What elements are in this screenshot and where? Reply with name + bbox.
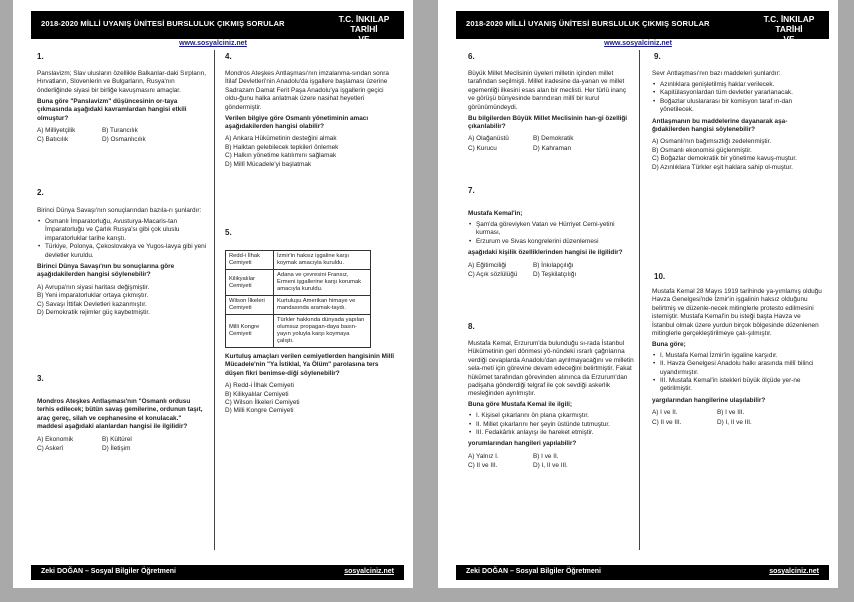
option-a[interactable]: A) Osmanlı'nın bağımsızlığı zedelenmiştir. <box>652 138 772 146</box>
option-c[interactable]: C) Askerî <box>37 445 64 453</box>
option-d[interactable]: D) Osmanlıcılık <box>102 136 146 144</box>
question-number: 3. <box>37 374 44 383</box>
table-row: Redd-i İlhak Cemiyeti İzmir'in haksız işgaline karşı koymak amacıyla kuruldu. <box>226 251 371 270</box>
question-stem: yorumlarından hangileri yapılabilir? <box>468 440 577 448</box>
question-text: Panslavizm; Slav ulusların özellikle Balkanlar-daki Sırpların, Hırvatların, Slovenlerin ve Bulgarların, Rusya'nın önderliğinde siyasi bir birliğe kavuşmasını amaçlar. <box>37 70 207 94</box>
table-row: Kilikyalılar Cemiyeti Adana ve çevresini Fransız, Ermeni işgallerine karşı korumak amacıyla kuruldu. <box>226 270 371 296</box>
header-title: 2018-2020 MİLLİ UYANIŞ ÜNİTESİ BURSLULUK ÇIKMIŞ SORULAR <box>41 19 285 28</box>
list-item: • Azınlıklara genişletilmiş haklar verilecek. <box>652 81 824 89</box>
option-c[interactable]: C) Wilson İlkeleri Cemiyeti <box>225 399 300 407</box>
answer-options <box>37 284 207 318</box>
answer-options <box>652 138 824 172</box>
website-link[interactable]: www.sosyalciniz.net <box>604 40 672 47</box>
question-3 <box>37 398 207 453</box>
option-a[interactable]: A) Milliyetçilik <box>37 126 76 134</box>
page-left <box>13 0 413 588</box>
list-item: • Erzurum ve Sivas kongrelerini düzenlemesi <box>468 238 634 246</box>
numbered-list <box>468 412 634 437</box>
question-text: Sevr Antlaşması'nın bazı maddeleri şunlardır: <box>652 70 781 77</box>
option-c[interactable]: C) Savaşı İttifak Devletleri kazanmıştır. <box>37 300 147 308</box>
question-8 <box>468 340 634 471</box>
answer-options <box>37 127 167 145</box>
footer-author: Zeki DOĞAN – Sosyal Bilgiler Öğretmeni <box>466 568 601 575</box>
list-item: • I. Mustafa Kemal İzmir'in işgaline karşıdır. <box>652 352 824 360</box>
option-c[interactable]: C) II ve III. <box>468 462 498 470</box>
footer-website-link[interactable]: sosyalciniz.net <box>344 568 394 575</box>
question-stem: Bu bilgilerden Büyük Millet Meclisinin han-gi özelliği çıkarılabilir? <box>468 114 628 130</box>
question-number: 7. <box>468 186 475 195</box>
bullet-list <box>652 81 824 115</box>
option-d[interactable]: D) I, II ve III. <box>533 462 568 470</box>
table-row: Wilson İlkeleri Cemiyeti Kurtuluşu Amerikan himaye ve mandasında aramak-taydı. <box>226 296 371 315</box>
question-number: 5. <box>225 228 232 237</box>
question-number: 8. <box>468 322 475 331</box>
question-number: 4. <box>225 52 232 61</box>
option-b[interactable]: B) Turancılık <box>102 126 138 134</box>
list-item: • I. Kişisel çıkarlarını ön plana çıkarmıştır. <box>468 412 634 420</box>
option-a[interactable]: A) Olağanüstü <box>468 135 509 143</box>
question-text: Mondros Ateşkes Antlaşması'nın imzalanma-sından sonra İtilaf Devletleri'nin Anadolu'da işgallere başlaması üzerine Sadrazam Damat Ferit Paşa Anadolu'ya işgallerin geçici oldu-ğunu halka anlatmak üzere nasihat heyetleri göndermiştir. <box>225 70 389 111</box>
option-a[interactable]: A) Avrupa'nın siyasi haritası değişmiştir. <box>37 283 150 291</box>
question-text: Büyük Millet Meclisinin üyeleri milletin içinden millet tarafından seçilmişti. Millet iradesine da-yanan ve millet egemenliği ilkesini esas alan bir meclisti. Her türlü inanç ve görüşü bünyesinde barındıran millî bir kurul görünümündeydi. <box>468 70 627 111</box>
option-b[interactable]: B) Demokratik <box>533 135 574 143</box>
option-d[interactable]: D) Teşkilatçılığı <box>533 270 577 278</box>
option-d[interactable]: D) Demokratik rejimler güç kaybetmiştir. <box>37 308 150 316</box>
answer-options <box>225 382 397 416</box>
page-right <box>438 0 838 588</box>
option-b[interactable]: B) Yeni imparatorluklar ortaya çıkmıştır. <box>37 292 149 300</box>
option-b[interactable]: B) I ve II. <box>533 452 559 460</box>
question-stem: Verilen bilgiye göre Osmanlı yönetiminin amacı aşağıdakilerden hangisi olabilir? <box>225 114 369 130</box>
option-c[interactable]: C) Kurucu <box>468 144 497 152</box>
option-b[interactable]: B) Kültürel <box>102 435 132 443</box>
numbered-list <box>652 352 824 394</box>
option-a[interactable]: A) Yalnız I. <box>468 452 499 460</box>
answer-options <box>225 135 397 169</box>
column-divider <box>639 50 640 550</box>
answer-options <box>468 453 598 471</box>
option-a[interactable]: A) I ve II. <box>652 409 678 417</box>
question-2 <box>37 207 207 317</box>
option-a[interactable]: A) Ekonomik <box>37 435 74 443</box>
question-stem: Buna göre "Panslavizm" düşüncesinin or-taya çıkmasında aşağıdaki kavramlardan hangisi etkili olmuştur? <box>37 97 187 122</box>
question-stem: Mondros Ateşkes Antlaşması'nın "Osmanlı ordusu terhis edilecek; bütün savaş gemilerine, ordunun taşıt, araç gereç, silah ve cephanesine el konulacak." maddesi aşağıdaki alanlardan hangisi ile ilgilidir? <box>37 398 203 431</box>
question-number: 9. <box>654 52 661 61</box>
bullet-list <box>37 218 207 260</box>
option-c[interactable]: C) Batıcılık <box>37 136 69 144</box>
option-b[interactable]: B) Kilikyalılar Cemiyeti <box>225 390 289 398</box>
question-stem: Birinci Dünya Savaşı'nın bu sonuçlarına göre aşağıdakilerden hangisi söylenebilir? <box>37 262 175 279</box>
option-c[interactable]: C) Açık sözlülüğü <box>468 270 518 278</box>
option-d[interactable]: D) Azınlıklara Türkler eşit haklara sahip ol-muştur. <box>652 163 793 171</box>
question-text: Mustafa Kemal, Erzurum'da bulunduğu sı-rada İstanbul Hükümetinin geri dönmesi yö-nündeki ısrarlı çağrılarına verdiği cevaplarda Anadolu'dan ayrılmayacağını ve milletin sela-meti için görevine devam edeceğini belirtmiştir. Fakat hükûmet tarafından görevinden alınınca da Erzurum'dan padişaha gönderdiği telgraf ile çok sevdiği askerlik mesleğinden ayrılmıştır. <box>468 340 634 398</box>
question-stem: yargılarından hangilerine ulaşılabilir? <box>652 396 766 404</box>
answer-options <box>468 135 598 153</box>
option-b[interactable]: B) Halktan gelebilecek tepkileri önlemek <box>225 143 339 151</box>
option-b[interactable]: B) Osmanlı ekonomisi güçlenmiştir. <box>652 146 752 154</box>
list-item: • Türkiye, Polonya, Çekoslovakya ve Yugos-lavya gibi yeni devletler kuruldu. <box>37 243 207 260</box>
header-subject: T.C. İNKILAP TARİHİ VE ATATÜRKÇÜLÜK <box>755 14 823 54</box>
option-d[interactable]: D) Kahraman <box>533 144 572 152</box>
question-number: 2. <box>37 188 44 197</box>
list-item: • Şam'da göreviyken Vatan ve Hürriyet Cemi-yetini kurması, <box>468 221 634 238</box>
option-a[interactable]: A) Redd-i İlhak Cemiyeti <box>225 382 294 390</box>
option-d[interactable]: D) I, II ve III. <box>717 418 752 426</box>
question-10 <box>652 288 824 427</box>
option-a[interactable]: A) Ankara Hükümetinin desteğini almak <box>225 135 337 143</box>
answer-options <box>37 436 167 454</box>
option-b[interactable]: B) İnkılapçılığı <box>533 261 574 269</box>
question-number: 1. <box>37 52 44 61</box>
option-d[interactable]: D) Millî Mücadele'yi başlatmak <box>225 160 312 168</box>
question-stem: Kurtuluş amaçları verilen cemiyetlerden hangisinin Millî Mücadele'nin "Ya İstiklal, Ya Ölüm" parolasına ters düşen fikri benimse-diği söylenebilir? <box>225 353 395 377</box>
question-text: Mustafa Kemal'in; <box>468 210 523 217</box>
website-link[interactable]: www.sosyalciniz.net <box>179 40 247 47</box>
footer-author: Zeki DOĞAN – Sosyal Bilgiler Öğretmeni <box>41 568 176 575</box>
header-subject: T.C. İNKILAP TARİHİ VE ATATÜRKÇÜLÜK <box>330 14 398 54</box>
option-c[interactable]: C) II ve III. <box>652 418 682 426</box>
question-text: Buna göre Mustafa Kemal ile ilgili; <box>468 401 573 409</box>
list-item: • Kapitülasyonlardan tüm devletler yararlanacak. <box>652 89 824 97</box>
question-7 <box>468 210 634 279</box>
question-number: 10. <box>654 272 666 281</box>
option-d[interactable]: D) İletişim <box>102 445 131 453</box>
option-a[interactable]: A) Eğitimciliği <box>468 261 507 269</box>
answer-options <box>468 262 598 280</box>
question-9 <box>652 70 824 172</box>
option-d[interactable]: D) Milli Kongre Cemiyeti <box>225 407 294 415</box>
bullet-list <box>468 221 634 246</box>
list-item: • II. Millet çıkarlarını her şeyin üstünde tutmuştur. <box>468 421 634 429</box>
list-item: • Boğazlar uluslararası bir komisyon taraf ın-dan yönetilecek. <box>652 98 824 115</box>
question-text: Mustafa Kemal 28 Mayıs 1919 tarihinde ya-yımlamış olduğu Havza Genelgesi'nde İzmir'in işgalinin haksız olduğunu belirtmiş ve düzenle-necek mitinglerle protesto edilmesini istemiştir. Mustafa Kemal'in bu isteği başta Havza ve İstanbul olmak üzere yurdun birçok bölgesinde düzenlenen mitinglerle gerçekleştirilmeye çalı-şılmıştır. <box>652 288 822 338</box>
list-item: • Osmanlı İmparatorluğu, Avusturya-Macaris-tan İmparatorluğu ve Çarlık Rusya'sı gibi çok uluslu imparatorluklar tarihe karıştı. <box>37 218 207 243</box>
column-divider <box>214 50 215 550</box>
table-row: Milli Kongre Cemiyeti Türkler hakkında dünyada yapılan olumsuz propagan-daya basın-yayın yoluyla karşı koymaya çalıştı. <box>226 315 371 348</box>
question-stem: Antlaşmanın bu maddelerine dayanarak aşa-ğıdakilerden hangisi söylenebilir? <box>652 117 788 133</box>
question-text: Buna göre; <box>652 340 686 348</box>
question-5 <box>225 250 397 416</box>
list-item: • II. Havza Genelgesi Anadolu halkı arasında millî bilinci uyandırmıştır. <box>652 360 824 377</box>
option-b[interactable]: B) I ve III. <box>717 409 745 417</box>
footer-website-link[interactable]: sosyalciniz.net <box>769 568 819 575</box>
question-4 <box>225 70 397 169</box>
list-item: • III. Fedakârlık anlayışı ile hareket etmiştir. <box>468 429 634 437</box>
question-stem: aşağıdaki kişilik özelliklerinden hangisi ile ilgilidir? <box>468 249 623 257</box>
header-title: 2018-2020 MİLLİ UYANIŞ ÜNİTESİ BURSLULUK ÇIKMIŞ SORULAR <box>466 19 710 28</box>
question-6 <box>468 70 634 153</box>
option-c[interactable]: C) Halkın yönetime katılımını sağlamak <box>225 152 337 160</box>
page-footer <box>456 565 829 580</box>
list-item: • III. Mustafa Kemal'in istekleri büyük ölçüde yer-ne getirilmiştir. <box>652 377 824 394</box>
question-text: Birinci Dünya Savaşı'nın sonuçlarından bazıla-rı şunlardır: <box>37 207 202 214</box>
answer-options <box>652 409 782 427</box>
question-1 <box>37 70 207 145</box>
page-footer <box>31 565 404 580</box>
question-number: 6. <box>468 52 475 61</box>
society-table <box>225 250 371 348</box>
option-c[interactable]: C) Boğazlar demokratik bir yönetime kavuş-muştur. <box>652 155 797 163</box>
